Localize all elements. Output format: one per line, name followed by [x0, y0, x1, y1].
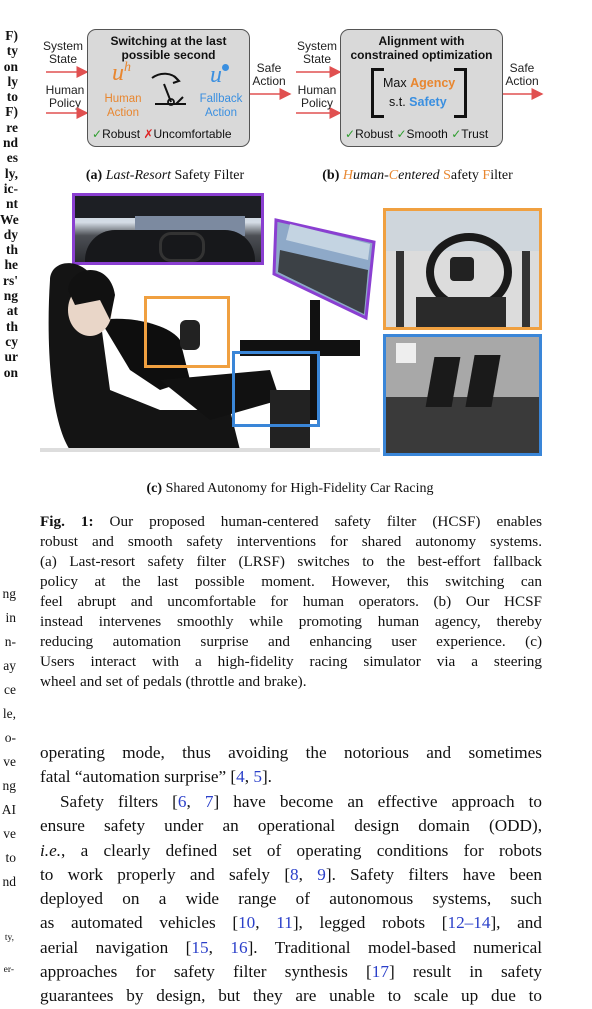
body-paragraph-1: operating mode, thus avoiding the notorious and sometimes fatal “automation surprise” [4, 5].: [40, 743, 542, 787]
left-column-fragment: he: [4, 257, 18, 273]
switch-icon: [146, 70, 194, 112]
figure-label: Fig. 1:: [40, 513, 94, 530]
citation-link[interactable]: 9: [317, 864, 326, 884]
left-column-fragment: at: [6, 303, 18, 319]
panel-a-box: [87, 29, 250, 147]
left-column-fragment: n-: [4, 634, 16, 649]
left-column-fragment: F): [5, 104, 18, 120]
cross-icon: ✗: [143, 127, 154, 141]
caption-c: (c) Shared Autonomy for High-Fidelity Car Racing: [146, 481, 434, 496]
b-properties: ✓Robust ✓Smooth ✓Trust: [345, 127, 489, 141]
check-icon: ✓: [451, 127, 462, 141]
left-column-fragment: ic-: [3, 180, 18, 196]
left-column-fragment: on: [3, 364, 18, 380]
b-system-state-label: System State: [296, 39, 337, 66]
check-icon: ✓: [92, 127, 103, 141]
a-properties: ✓Robust ✗Uncomfortable: [92, 127, 232, 141]
left-column-fragment: on: [3, 58, 18, 74]
pedal-highlight-box: [232, 351, 320, 427]
steering-wheel-image: [383, 208, 542, 330]
left-column-fragment: We: [0, 211, 19, 227]
left-column-footnote-fragments: [0, 922, 14, 986]
caption-a: (a) Last-Resort Safety Filter: [85, 168, 245, 183]
b-human-policy-label: Human Policy: [297, 83, 337, 110]
a-safe-action-label: Safe Action: [252, 61, 286, 88]
citation-link[interactable]: 15: [191, 937, 209, 957]
left-column-fragment: ng: [2, 586, 16, 601]
left-column-fragment: ty: [6, 43, 18, 59]
left-column-fragment: le,: [2, 706, 16, 721]
left-column-fragment: ve: [3, 826, 16, 841]
left-column-fragment: es: [6, 150, 18, 166]
citation-link[interactable]: 7: [204, 792, 214, 811]
left-column-fragment: th: [5, 318, 18, 334]
citation-link[interactable]: 12–14: [447, 913, 491, 933]
check-icon: ✓: [345, 127, 356, 141]
a-title: Switching at the last possible second: [110, 34, 227, 62]
b-title: Alignment with constrained optimization: [350, 34, 493, 62]
left-column-fragment: ce: [4, 682, 16, 697]
a-system-state-label: System State: [42, 39, 83, 66]
left-column-fragment: in: [5, 610, 16, 625]
left-column-fragment: to: [6, 89, 18, 105]
citation-link[interactable]: 8: [290, 864, 299, 884]
left-column-fragment: ly: [7, 73, 18, 89]
left-column-plain-fragments: [0, 582, 16, 894]
human-action-label: Human Action: [104, 93, 142, 119]
citation-link[interactable]: 11: [276, 913, 293, 933]
panel-b-box: [340, 29, 503, 147]
pedals-image: [383, 334, 542, 456]
left-column-fragment: AI: [1, 802, 16, 817]
figure-caption: Fig. 1: Our proposed human-centered safety filter (HCSF) enables robust and smooth safety interventions for shared autonomy systems. (a) Last-resort safety filter (LRSF) switches to the best-effort fallback policy at the last possible moment. However, this switching can feel abrupt and uncomfortable for human operators. (b) Our HCSF instead intervenes smoothly while promoting human agency, thereby reducing automation surprise and enhancing user experience. (c) Users interact with a high-fidelity racing simulator via a steering wheel and set of pedals (throttle and brake).: [40, 513, 542, 690]
caption-b: (b) Human-Centered Safety Filter: [322, 168, 513, 183]
left-column-fragment: rs': [3, 272, 18, 288]
left-column-fragment: ur: [4, 349, 18, 365]
citation-link[interactable]: 4: [236, 767, 245, 787]
left-column-fragment: ay: [3, 658, 16, 673]
left-column-fragment: nd: [2, 135, 18, 151]
left-column-fragment: ng: [2, 778, 16, 793]
wheel-highlight-box: [144, 296, 230, 368]
citation-link[interactable]: 10: [238, 913, 256, 933]
citation-link[interactable]: 16: [230, 937, 248, 957]
left-column-fragment: cy: [5, 333, 18, 349]
body-paragraph-2: Safety filters [6, 7] have become an effective approach to ensure safety under an operational design domain (ODD), i.e., a clearly defined set of operating conditions for robots to work properly and safely [8, 9]. Safety filters have been deployed on a wide range of autonomous systems, such as automated vehicles [10, 11], legged robots [12–14], and aerial navigation [15, 16]. Traditional model-based numerical approaches for safety filter synthesis [17] result in safety guarantees by design, but they are unable to scale up due to: [40, 792, 543, 1006]
right-bracket: [454, 68, 467, 118]
constraint-line: s.t. Safety: [389, 95, 447, 109]
left-column-fragment: th: [5, 242, 18, 258]
human-action-symbol: $u^h$: [112, 60, 131, 86]
left-column-fragment: o-: [4, 730, 16, 745]
cockpit-view-image: [72, 193, 264, 265]
left-column-fragment: F): [5, 28, 18, 43]
left-column-fragment: to: [5, 850, 16, 865]
left-column-fragment: ly,: [4, 165, 18, 181]
left-column-fragment: dy: [3, 226, 18, 242]
objective-line: Max Agency: [383, 76, 456, 90]
a-human-policy-label: Human Policy: [45, 83, 85, 110]
citation-link[interactable]: 17: [371, 962, 389, 982]
left-column-footnote-fragment: er-: [3, 965, 14, 975]
b-safe-action-label: Safe Action: [505, 61, 539, 88]
check-icon: ✓: [396, 127, 407, 141]
left-column-fragment: ve: [3, 754, 16, 769]
shield-icon: [222, 64, 229, 71]
left-column-fragment: ng: [3, 288, 18, 304]
left-column-fragment: re: [6, 119, 18, 135]
citation-link[interactable]: 6: [177, 792, 187, 811]
left-column-footnote-fragment: ty,: [4, 933, 14, 943]
fallback-action-symbol: u: [210, 62, 229, 89]
citation-link[interactable]: 5: [253, 767, 262, 787]
left-column-fragment: nt: [5, 196, 18, 212]
left-column-fragment: nd: [2, 874, 16, 889]
fallback-action-label: Fallback Action: [199, 93, 243, 119]
